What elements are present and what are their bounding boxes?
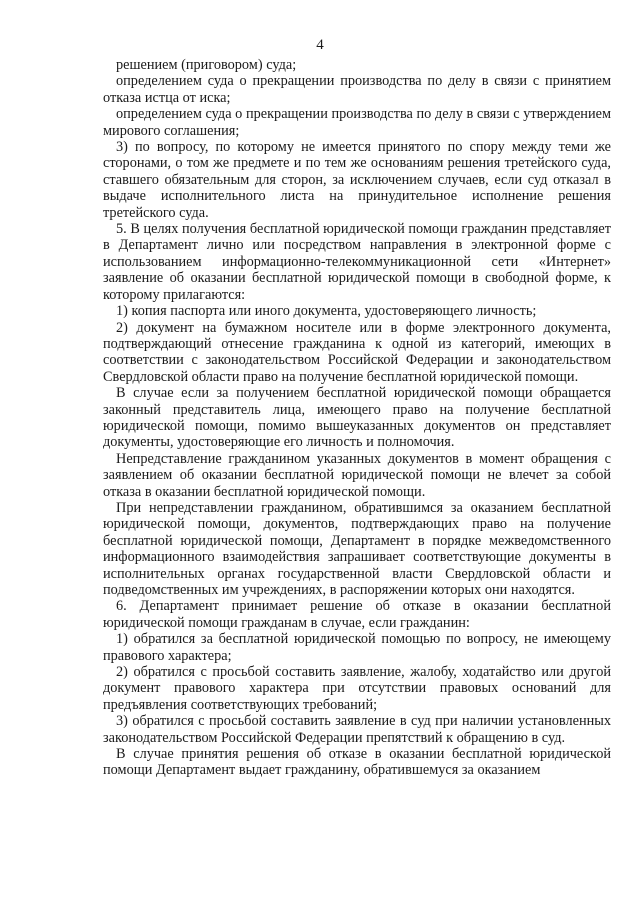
paragraph: При непредставлении гражданином, обратившимся за оказанием бесплатной юридической помощи, документов, подтверждающих право на получение бесплатной юридической помощи, Департамент в порядке межведомственного информационного взаимодействия запрашивает соответствующие документы в исполнительных органах государственной власти Свердловской области и подведомственных им учреждениях, в распоряжении которых они находятся. bbox=[103, 499, 611, 598]
paragraph: 3) по вопросу, по которому не имеется принятого по спору между теми же сторонами, о том же предмете и по тем же основаниям решения третейского суда, ставшего обязательным для сторон, за исключением случаев, если суд отказал в выдаче исполнительного листа на принудительное исполнение решения третейского суда. bbox=[103, 139, 611, 221]
paragraph: 1) обратился за бесплатной юридической помощью по вопросу, не имеющему правового характера; bbox=[103, 631, 611, 664]
paragraph: 2) обратился с просьбой составить заявление, жалобу, ходатайство или другой документ правового характера при отсутствии правовых оснований для предъявления соответствующих требований; bbox=[103, 664, 611, 713]
paragraph: Непредставление гражданином указанных документов в момент обращения с заявлением об оказании бесплатной юридической помощи не влечет за собой отказа в оказании бесплатной юридической помощи. bbox=[103, 450, 611, 500]
document-body bbox=[103, 57, 611, 779]
paragraph: определением суда о прекращении производства по делу в связи с принятием отказа истца от иска; bbox=[103, 73, 611, 106]
paragraph: В случае если за получением бесплатной юридической помощи обращается законный представитель лица, имеющего право на получение бесплатной юридической помощи, помимо вышеуказанных документов он представляет документы, удостоверяющие его личность и полномочия. bbox=[103, 385, 611, 451]
page-number: 4 bbox=[316, 37, 324, 53]
paragraph: 2) документ на бумажном носителе или в форме электронного документа, подтверждающий отнесение гражданина к одной из категорий, имеющих в соответствии с законодательством Российской Федерации и законодательством Свердловской области право на получение бесплатной юридической помощи. bbox=[103, 319, 611, 385]
paragraph: 6. Департамент принимает решение об отказе в оказании бесплатной юридической помощи гражданам в случае, если гражданин: bbox=[103, 598, 611, 631]
paragraph: решением (приговором) суда; bbox=[116, 57, 297, 73]
paragraph: 1) копия паспорта или иного документа, удостоверяющего личность; bbox=[116, 303, 537, 320]
paragraph: 3) обратился с просьбой составить заявление в суд при наличии установленных законодательством Российской Федерации препятствий к обращению в суд. bbox=[103, 713, 611, 746]
paragraph: определением суда о прекращении производства по делу в связи с утверждением мирового соглашения; bbox=[103, 106, 611, 139]
paragraph: В случае принятия решения об отказе в оказании бесплатной юридической помощи Департамент выдает гражданину, обратившемуся за оказанием bbox=[103, 746, 611, 779]
paragraph: 5. В целях получения бесплатной юридической помощи гражданин представляет в Департамент лично или посредством направления в электронной форме с использованием информационно-телекоммуникационной сети «Интернет» заявление об оказании бесплатной юридической помощи в свободной форме, к которому прилагаются: bbox=[103, 221, 611, 303]
